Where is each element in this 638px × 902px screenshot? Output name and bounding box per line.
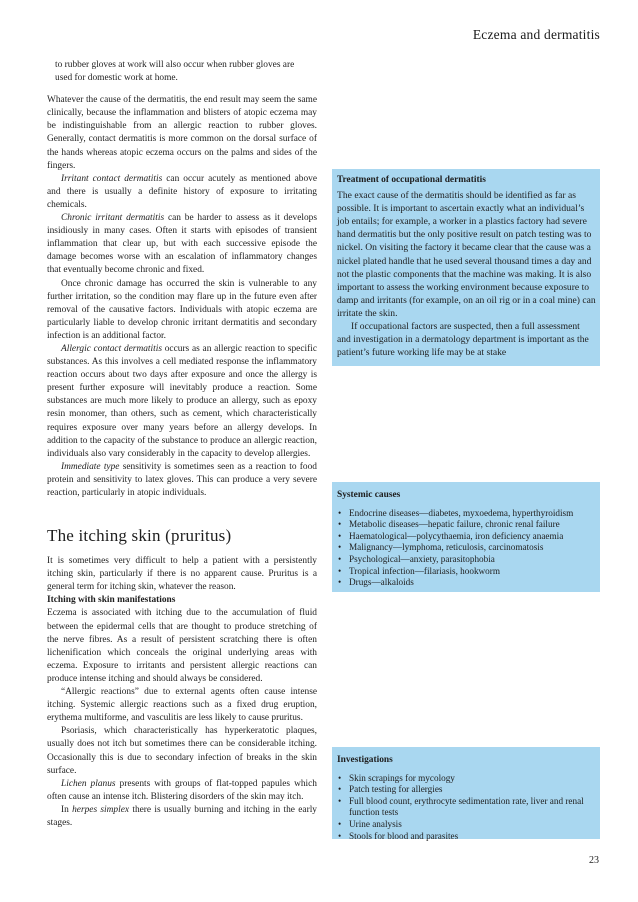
occupational-box-title: Treatment of occupational dermatitis [337,175,486,185]
occupational-box-paragraph: If occupational factors are suspected, then a full assessment and investigation in a dermatology department is important as the patient’s future working life may be at stake [337,321,589,359]
bullet-icon: • [338,795,342,806]
list-item-text: Psychological—anxiety, parasitophobia [349,553,495,564]
paragraph-lichen-planus-text: presents with groups of flat-topped papules which often cause an intense itch. Blistering disorders of the skin may itch. [47,778,317,802]
list-item-text: Stools for blood and parasites [349,830,459,841]
paragraph-immediate-type-text: sensitivity is sometimes seen as a reaction to food protein and sensitivity to latex gloves. This can produce a very severe reaction, particularly in atopic individuals. [47,461,317,498]
subheading-skin-manifestations: Itching with skin manifestations [47,595,176,606]
list-item-text: Drugs—alkaloids [349,577,414,588]
list-item-text: Tropical infection—filariasis, hookworm [349,565,500,576]
list-item-text: Full blood count, erythrocyte sedimentation rate, liver and renal function tests [349,795,584,818]
bullet-icon: • [338,553,342,564]
list-item [337,784,596,796]
paragraph-herpes-simplex [47,804,317,830]
bullet-icon: • [338,565,342,576]
paragraph-allergic-contact-text: occurs as an allergic reaction to specific substances. As this involves a cell mediated response the inflammatory reaction occurs about two days after exposure and once the allergy is present further exposure will inevitably produce a reaction. Some substances are much more likely to produce an allergy, such as epoxy resin monomer, than others, such as cement, which characteristically requires exposure over many years before an allergy develops. In addition to the capacity of the substance to produce an allergic reaction, individuals also vary considerably in the capacity to develop allergies. [47,343,317,459]
paragraph-allergic-reactions: “Allergic reactions” due to external agents often cause intense itching. Systemic allergic reactions such as a fixed drug eruption, erythema multiforme, and vasculitis are less likely to cause pruritus. [47,687,317,724]
paragraph-whatever-cause: Whatever the cause of the dermatitis, the end result may seem the same clinically, because the inflammation and blisters of atopic eczema may be indistinguishable from an allergic reaction to rubber gloves. Generally, contact dermatitis is more common on the dorsal surface of the hands whereas atopic eczema occurs on the palms and sides of the fingers. [47,95,317,171]
paragraph-lichen-planus [47,778,317,804]
term-chronic-irritant: Chronic irritant dermatitis [61,213,165,224]
paragraph-chronic-irritant-text: can be harder to assess as it develops insidiously in many cases. Often it starts with episodes of transient inflammation that clear up, but with each successive episode the damage becomes worse with an escalation of inflammatory changes that eventually become chronic and fixed. [47,213,317,276]
bullet-icon: • [338,577,342,588]
investigations-box-title: Investigations [337,755,393,765]
paragraph-irritant-contact-text: can occur acutely as mentioned above and there is usually a definite history of exposure to irritating chemicals. [47,173,317,210]
paragraph-eczema-itching: Eczema is associated with itching due to the accumulation of fluid between the epidermal cells that are thought to produce stretching of the nerve fibres. As a result of persistent scratching there is often lichenification which conceals the original underlying areas with eczema. Exposure to irritants and persistent allergic reactions can produce intense itching and should always be considered. [47,608,317,684]
term-lichen-planus: Lichen planus [61,778,116,789]
list-item [337,566,596,578]
paragraph-psoriasis: Psoriasis, which characteristically has hyperkeratotic plaques, usually does not itch but sometimes there can be considerable itching. Occasionally this is due to secondary infection of breaks in the skin surface. [47,726,317,776]
term-herpes-simplex: herpes simplex [72,804,130,815]
bullet-icon: • [338,830,342,841]
left-column [47,59,317,830]
list-item [337,796,596,819]
occupational-dermatitis-box [332,169,600,366]
paragraph-pruritus-intro: It is sometimes very difficult to help a patient with a persistently itching skin, particularly if there is no apparent cause. Pruritus is a general term for itching skin, whatever the reason. [47,556,317,593]
list-item-text: Skin scrapings for mycology [349,772,455,783]
list-item [337,542,596,554]
systemic-causes-list [337,508,596,589]
term-irritant-contact: Irritant contact dermatitis [61,173,163,184]
list-item-text: Patch testing for allergies [349,784,443,795]
bullet-icon: • [338,507,342,518]
paragraph-allergic-contact [47,343,317,461]
bullet-icon: • [338,818,342,829]
paragraph-herpes-text: there is usually burning and itching in the early stages. [47,804,317,828]
list-item-text: Metabolic diseases—hepatic failure, chronic renal failure [349,519,560,530]
list-item-text: Urine analysis [349,818,402,829]
investigations-list [337,773,596,843]
systemic-causes-box [332,482,600,592]
list-item-text: Endocrine diseases—diabetes, myxoedema, hyperthyroidism [349,507,574,518]
systemic-box-title: Systemic causes [337,490,401,500]
bullet-icon: • [338,784,342,795]
page-number: 23 [589,855,599,866]
term-allergic-contact: Allergic contact dermatitis [61,343,162,354]
list-item-text: Malignancy—lymphoma, reticulosis, carcinomatosis [349,542,544,553]
bullet-icon: • [338,519,342,530]
term-immediate-type: Immediate type [61,461,120,472]
investigations-box [332,747,600,839]
list-item-text: Haematological—polycythaemia, iron deficiency anaemia [349,530,564,541]
paragraph-chronic-damage: Once chronic damage has occurred the skin is vulnerable to any further irritation, so the condition may flare up in the future even after removal of the causative factors. Individuals with atopic eczema are particularly liable to develop chronic irritant dermatitis and secondary infection is an additional factor. [47,278,317,341]
list-item [337,819,596,831]
bullet-icon: • [338,542,342,553]
bullet-icon: • [338,772,342,783]
list-item [337,531,596,543]
continued-bullet-line: to rubber gloves at work will also occur when rubber gloves are used for domestic work at home. [55,60,295,84]
bullet-icon: • [338,530,342,541]
paragraph-irritant-contact [47,173,317,212]
list-item [337,773,596,785]
running-header: Eczema and dermatitis [472,27,600,42]
paragraph-immediate-type [47,461,317,500]
paragraph-chronic-irritant [47,212,317,277]
paragraph-herpes-prefix: In [61,804,73,815]
list-item [337,831,596,843]
occupational-box-paragraph: The exact cause of the dermatitis should be identified as far as possible. It is important to ascertain exactly what an individual’s job entails; for example, a worker in a plastics factory had severe hand dermatitis but the only positive result on patch testing was to nickel. On visiting the factory it became clear that the cause was a nickel plated handle that he used several thousand times a day and not the plastic components that the machine was making. It is also important to assess the working environment because exposure to damp and irritants (for example, on an oil rig or in a coal mine) can irritate the skin. [337,190,596,319]
list-item [337,554,596,566]
list-item [337,519,596,531]
list-item [337,508,596,520]
list-item [337,577,596,589]
section-heading-itching-skin: The itching skin (pruritus) [47,526,232,546]
